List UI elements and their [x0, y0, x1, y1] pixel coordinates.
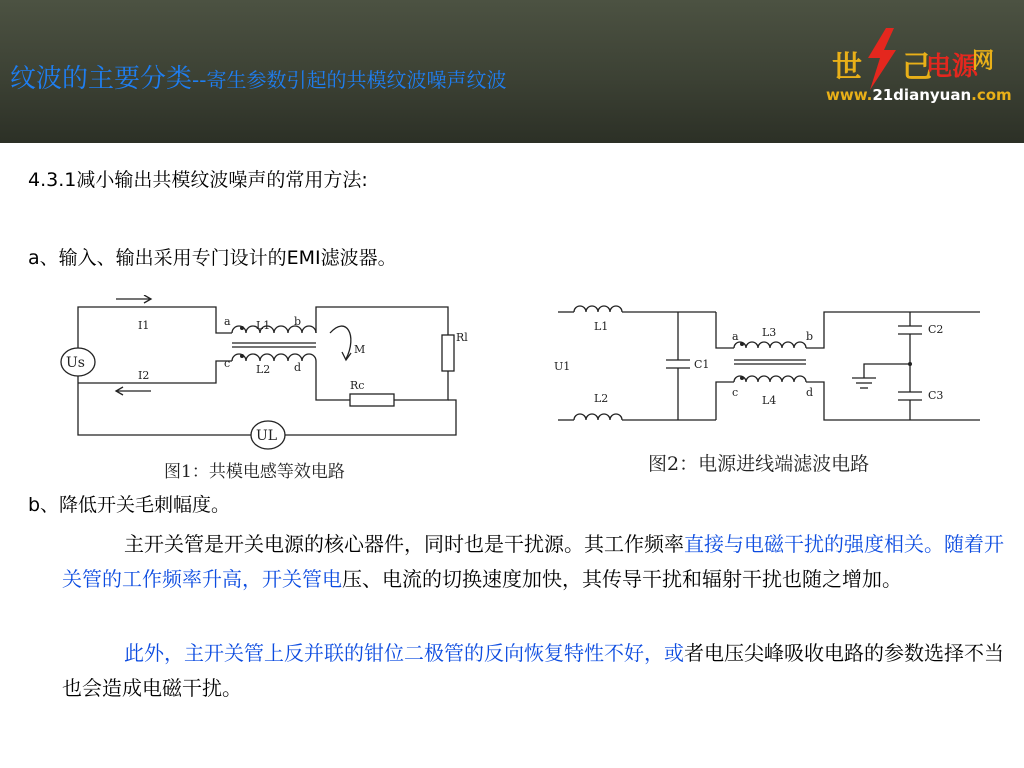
fig2-label-l4: L4: [762, 394, 777, 407]
fig1-wire-right: [394, 371, 448, 400]
fig1-label-m: M: [354, 343, 366, 356]
slide-title-main: 纹波的主要分类: [10, 64, 193, 94]
fig1-coil-l1: [232, 326, 316, 333]
logo-char-ji: 己: [902, 50, 932, 85]
fig1-label-l1: L1: [256, 319, 271, 332]
fig2-wire-ground: [864, 364, 910, 378]
fig2-label-a: a: [732, 330, 739, 343]
logo-char-wang: 网: [972, 49, 995, 74]
fig2-label-c3: C3: [928, 389, 944, 402]
fig1-wire-bottom-left: [78, 375, 252, 435]
logo-url-post: .com: [971, 86, 1012, 104]
fig1-label-a: a: [224, 315, 231, 328]
fig1-coil-l2: [232, 354, 316, 361]
fig2-label-l3: L3: [762, 326, 777, 339]
title-bar: [0, 0, 1024, 143]
fig2-coil-l3: [734, 342, 806, 348]
fig2-wire-choke-out-top: [806, 312, 980, 348]
logo-char-shi: 世: [832, 50, 862, 85]
logo-url: [826, 86, 1012, 104]
paragraph-1-text-b: 压、电流的切换速度加快，其传导干扰和辐射干扰也随之增加。: [342, 567, 902, 591]
fig2-dot-l4: [740, 376, 744, 380]
fig1-label-i2: I2: [138, 369, 150, 382]
fig1-wire-top-left: [78, 307, 232, 360]
fig1-label-rc: Rc: [350, 379, 365, 392]
fig1-wire-bottom-right: [284, 400, 456, 435]
slide-title: [10, 58, 506, 95]
fig2-dot-l3: [740, 342, 744, 346]
logo-url-mid: 21dianyuan: [872, 86, 972, 104]
fig2-label-c1: C1: [694, 358, 710, 371]
figure1-circuit: [56, 295, 476, 455]
site-logo: [822, 26, 1012, 110]
fig1-label-ul: UL: [256, 428, 278, 444]
fig2-label-c: c: [732, 386, 739, 399]
figure2-caption: 图2：电源进线端滤波电路: [648, 453, 870, 475]
fig2-label-l2: L2: [594, 392, 609, 405]
fig2-coil-l1: [574, 306, 622, 312]
paragraph-2-text-highlight: 此外，主开关管上反并联的钳位二极管的反向恢复特性不好，或: [124, 641, 684, 665]
fig1-label-l2: L2: [256, 363, 271, 376]
fig2-label-c2: C2: [928, 323, 944, 336]
slide-title-sub: --寄生参数引起的共模纹波噪声纹波: [192, 68, 507, 92]
paragraph-2-text: 者电压尖峰吸收电路的参数选择不当也会造成电磁干扰。: [62, 641, 1004, 700]
fig1-wire-rc-left: [316, 361, 350, 400]
paragraph-1: [62, 527, 1004, 597]
fig2-wire-choke-out-bottom: [806, 382, 980, 420]
fig1-label-rl: Rl: [456, 331, 468, 344]
fig1-dot-l2: [240, 354, 244, 358]
fig1-label-i1: I1: [138, 319, 150, 332]
logo-char-dianyuan: 电源: [926, 52, 979, 82]
paragraph-2: [62, 636, 1004, 706]
fig2-coil-l2: [574, 414, 622, 420]
paragraph-1-text-highlight: 直接与电磁干扰的强度相关。随着开关管的工作频率升高，开关管电: [62, 532, 1004, 591]
fig1-mutual-arrowhead: [342, 352, 351, 360]
fig1-dot-l1: [240, 326, 244, 330]
fig1-label-c: c: [224, 357, 231, 370]
paragraph-1-text-a: 主开关管是开关电源的核心器件，同时也是干扰源。其工作频率: [124, 532, 684, 556]
fig2-coil-l4: [734, 376, 806, 382]
logo-url-pre: www.: [826, 86, 873, 104]
fig2-label-d: d: [806, 386, 814, 399]
fig2-junction-c2c3: [908, 362, 912, 366]
fig1-label-us: Us: [66, 355, 85, 371]
fig1-mutual-arrow: [330, 326, 351, 359]
fig2-label-l1: L1: [594, 320, 609, 333]
lightning-bolt-icon: [862, 28, 902, 90]
figure2-circuit: [548, 300, 988, 448]
fig1-label-b: b: [294, 315, 302, 328]
fig1-wire-top-right: [316, 307, 448, 335]
figure1-caption: 图1：共模电感等效电路: [164, 462, 345, 482]
fig2-label-b: b: [806, 330, 814, 343]
fig1-label-d: d: [294, 361, 302, 374]
section-title: 4.3.1减小输出共模纹波噪声的常用方法:: [28, 169, 368, 191]
fig1-wire-l2-left: [78, 361, 232, 383]
fig2-label-u1: U1: [554, 360, 571, 373]
item-a: a、输入、输出采用专门设计的EMI滤波器。: [28, 247, 397, 269]
fig1-resistor-rl: [442, 335, 454, 371]
item-b: b、降低开关毛刺幅度。: [28, 494, 231, 516]
fig1-resistor-rc: [350, 394, 394, 406]
